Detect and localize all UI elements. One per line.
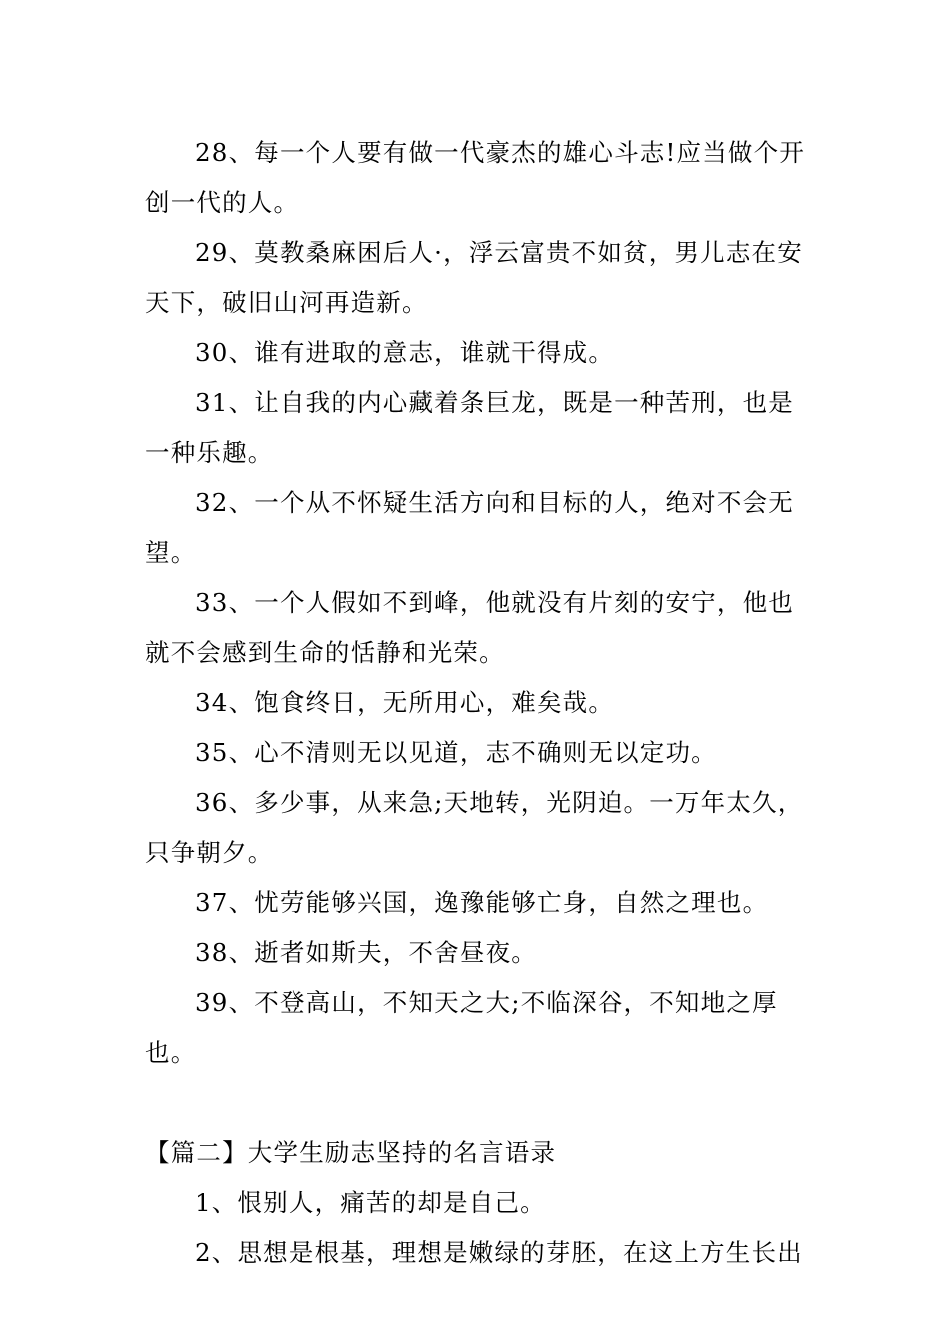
quote-paragraph-28: 28、每一个人要有做一代豪杰的雄心斗志!应当做个开创一代的人。: [145, 138, 806, 217]
section-spacer: [145, 1078, 810, 1128]
quote-paragraph-38: 38、逝者如斯夫，不舍昼夜。: [195, 938, 537, 967]
quote-paragraph-32: 32、一个从不怀疑生活方向和目标的人，绝对不会无望。: [145, 488, 794, 567]
quote-paragraph-33: 33、一个人假如不到峰，他就没有片刻的安宁，他也就不会感到生命的恬静和光荣。: [145, 588, 794, 667]
quote-paragraph-31: 31、让自我的内心藏着条巨龙，既是一种苦刑，也是一种乐趣。: [145, 388, 794, 467]
quote-paragraph-34: 34、饱食终日，无所用心，难矣哉。: [195, 688, 615, 717]
quote-paragraph-39: 39、不登高山，不知天之大;不临深谷，不知地之厚也。: [145, 988, 778, 1067]
quote-paragraph-35: 35、心不清则无以见道，志不确则无以定功。: [195, 738, 717, 767]
document-body: [145, 128, 810, 1278]
quote-paragraph-29: 29、莫教桑麻困后人·，浮云富贵不如贫，男儿志在安天下，破旧山河再造新。: [145, 238, 803, 317]
quote-paragraph-1: 1、恨别人，痛苦的却是自己。: [195, 1188, 546, 1217]
quote-paragraph-36: 36、多少事，从来急;天地转，光阴迫。一万年太久，只争朝夕。: [145, 788, 804, 867]
quote-paragraph-37: 37、忧劳能够兴国，逸豫能够亡身，自然之理也。: [195, 888, 769, 917]
quote-paragraph-2: 2、思想是根基，理想是嫩绿的芽胚，在这上方生长出: [195, 1238, 803, 1267]
section-heading: 【篇二】大学生励志坚持的名言语录: [145, 1138, 557, 1167]
quote-paragraph-30: 30、谁有进取的意志，谁就干得成。: [195, 338, 615, 367]
